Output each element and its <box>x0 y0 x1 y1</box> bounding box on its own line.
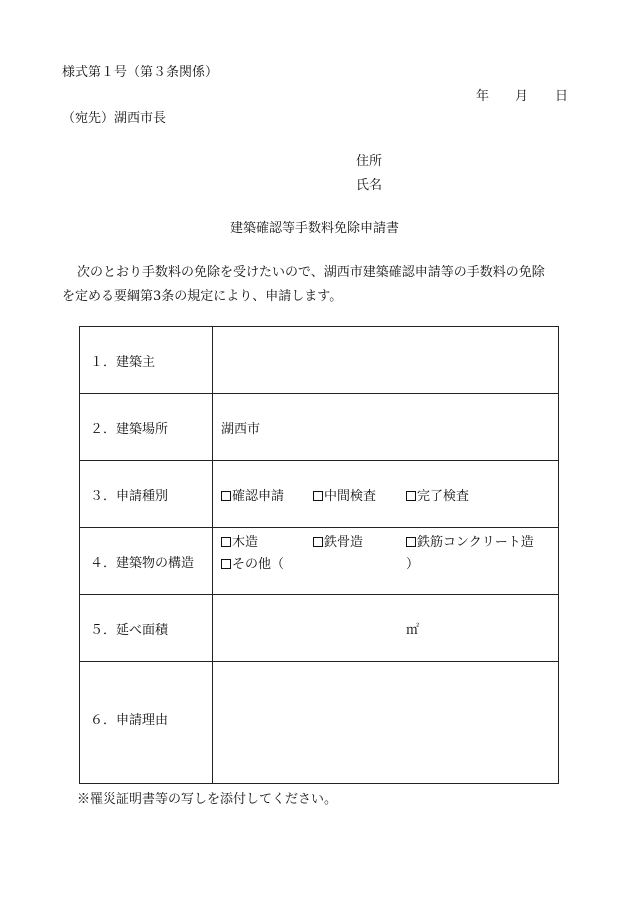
row-label: １．建築主 <box>90 355 156 370</box>
date-year-label: 年 <box>476 89 490 104</box>
row-application-type <box>80 461 558 528</box>
checkbox-icon <box>221 559 231 569</box>
location-value[interactable]: 湖西市 <box>221 422 261 437</box>
checkbox-icon <box>313 491 323 501</box>
checkbox-icon <box>221 491 231 501</box>
row-label: ３．申請種別 <box>90 489 169 504</box>
intro-line-1: 次のとおり手数料の免除を受けたいので、湖西市建築確認申請等の手数料の免除 <box>77 265 545 280</box>
other-close-paren: ） <box>406 557 420 572</box>
addressee: （宛先）湖西市長 <box>62 111 167 126</box>
checkbox-reinforced-concrete[interactable]: 鉄筋コンクリート造 <box>406 535 534 551</box>
date-month-label: 月 <box>515 89 529 104</box>
checkbox-interim-inspection[interactable]: 中間検査 <box>313 489 376 505</box>
checkbox-other[interactable]: その他（ <box>221 557 284 573</box>
checkbox-completion-inspection[interactable]: 完了検査 <box>406 489 469 505</box>
row-label: ５．延べ面積 <box>90 623 169 638</box>
checkbox-confirmation[interactable]: 確認申請 <box>221 489 284 505</box>
checkbox-icon <box>313 537 323 547</box>
floor-area-input[interactable] <box>213 595 393 661</box>
intro-line-2: を定める要綱第3条の規定により、申請します。 <box>62 289 343 304</box>
row-floor-area <box>80 595 558 662</box>
checkbox-icon <box>406 537 416 547</box>
checkbox-steel[interactable]: 鉄骨造 <box>313 535 363 551</box>
checkbox-icon <box>221 537 231 547</box>
floor-area-unit: ㎡ <box>406 623 420 638</box>
row-label: ２．建築場所 <box>90 422 169 437</box>
name-label: 氏名 <box>356 178 383 193</box>
row-location <box>80 394 558 461</box>
address-label: 住所 <box>356 154 383 169</box>
checkbox-wood[interactable]: 木造 <box>221 535 258 551</box>
row-structure <box>80 528 558 595</box>
checkbox-icon <box>406 491 416 501</box>
row-label: ４．建築物の構造 <box>90 556 195 571</box>
application-table <box>79 326 559 784</box>
row-reason <box>80 662 558 783</box>
builder-input[interactable] <box>213 327 558 393</box>
row-builder <box>80 327 558 394</box>
form-number: 様式第１号（第３条関係） <box>62 65 219 80</box>
date-day-label: 日 <box>555 89 569 104</box>
footnote: ※罹災証明書等の写しを添付してください。 <box>77 792 338 807</box>
document-title: 建築確認等手数料免除申請書 <box>230 221 400 236</box>
row-label: ６．申請理由 <box>90 713 169 728</box>
reason-input[interactable] <box>213 662 558 782</box>
